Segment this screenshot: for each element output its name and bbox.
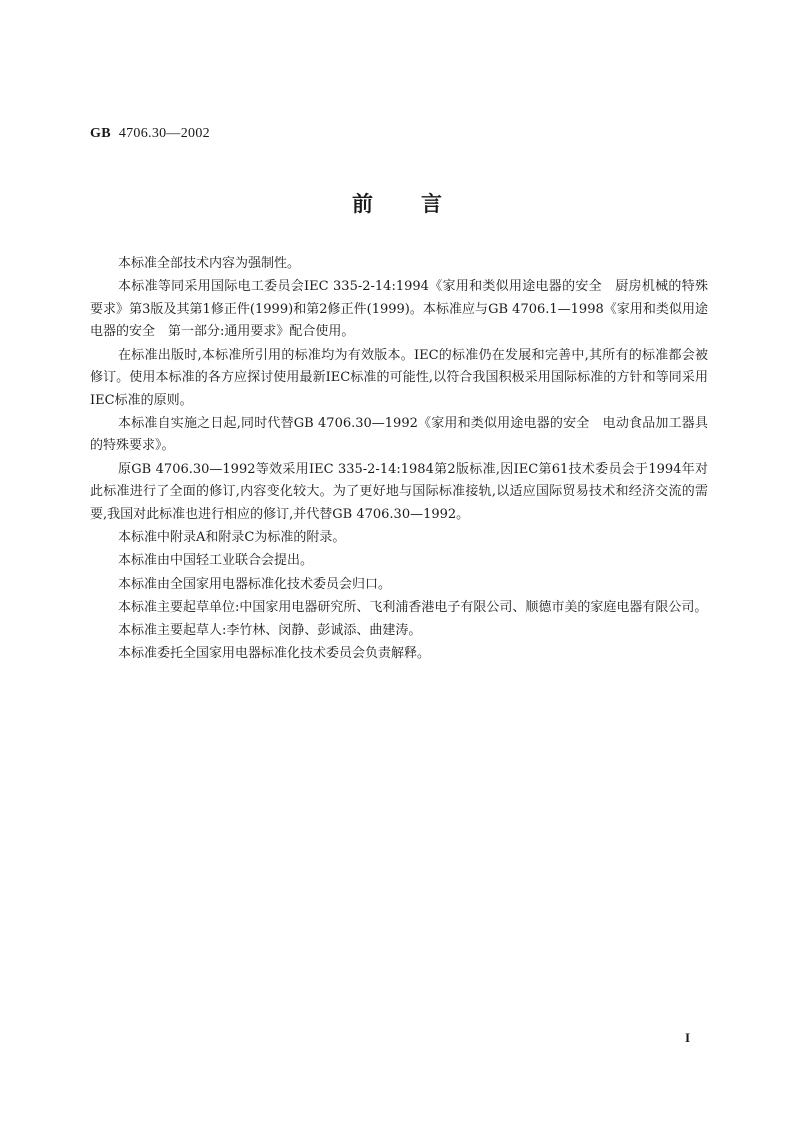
paragraph: 本标准全部技术内容为强制性。	[118, 256, 301, 271]
paragraph: 本标准主要起草单位:中国家用电器研究所、飞利浦香港电子有限公司、顺德市美的家庭电器有限公司。	[118, 599, 708, 615]
paragraph: 本标准主要起草人:李竹林、闵静、彭诚添、曲建涛。	[118, 623, 422, 639]
paragraph: 原GB 4706.30—1992等效采用IEC 335-2-14:1984第2版标准,因IEC第61技术委员会于1994年对此标准进行了全面的修订,内容变化较大。为了更好地与国际标准接轨,以适应国际贸易技术和经济交流的需要,我国对此标准也进行相应的修订,并代替GB 4706.30—1992。	[90, 461, 708, 522]
paragraph: 本标准中附录A和附录C为标准的附录。	[118, 529, 346, 545]
page-title: 前言	[352, 192, 490, 216]
paragraph: 本标准由全国家用电器标准化技术委员会归口。	[118, 576, 392, 592]
standard-number: 4706.30—2002	[118, 126, 210, 141]
paragraph: 本标准由中国轻工业联合会提出。	[118, 553, 314, 569]
standard-code	[90, 126, 210, 142]
paragraph: 在标准出版时,本标准所引用的标准均为有效版本。IEC的标准仍在发展和完善中,其所有的标准都会被修订。使用本标准的各方应探讨使用最新IEC标准的可能性,以符合我国积极采用国际标准的方针和等同采用IEC标准的原则。	[90, 347, 708, 408]
standard-prefix: GB	[90, 126, 111, 141]
paragraph: 本标准委托全国家用电器标准化技术委员会负责解释。	[118, 646, 431, 662]
preface-body	[90, 253, 708, 667]
page-number: I	[685, 1030, 691, 1045]
paragraph: 本标准自实施之日起,同时代替GB 4706.30—1992《家用和类似用途电器的安全 电动食品加工器具的特殊要求》。	[90, 415, 708, 454]
paragraph: 本标准等同采用国际电工委员会IEC 335-2-14:1994《家用和类似用途电器的安全 厨房机械的特殊要求》第3版及其第1修正件(1999)和第2修正件(1999)。本标准应与GB 4706.1—1998《家用和类似用途电器的安全 第一部分:通用要求》配合使用。	[90, 279, 708, 340]
